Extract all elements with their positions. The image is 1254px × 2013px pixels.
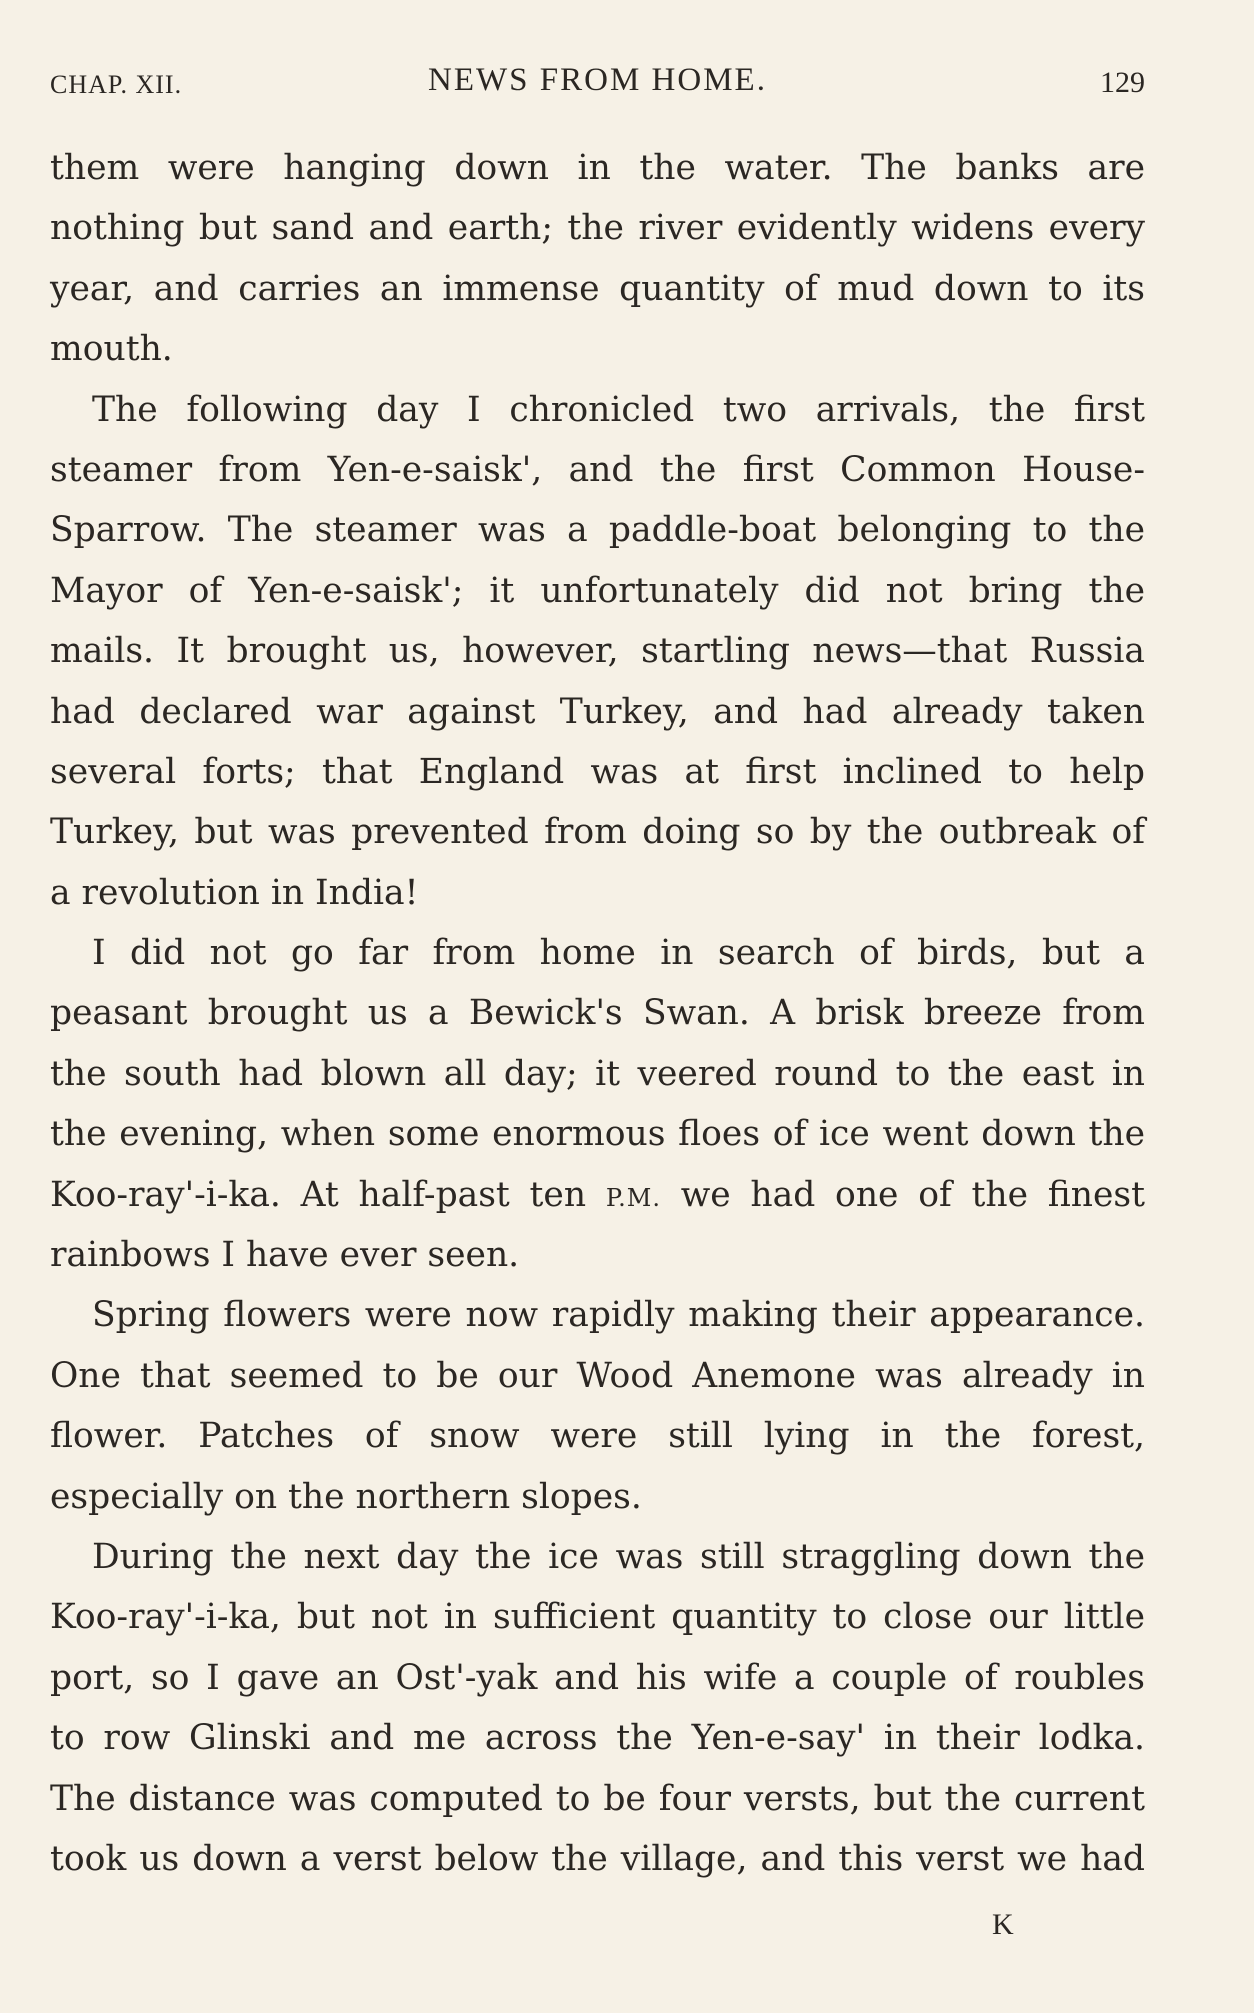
text-line: to row Glinski and me across the Yen-e-say' in their lodka.: [50, 1718, 1145, 1759]
time-abbreviation: P.M.: [605, 1183, 661, 1212]
text-line: The following day I chronicled two arrivals, the first: [92, 389, 1145, 430]
text-line: Turkey, but was prevented from doing so by the outbreak of: [50, 812, 1145, 853]
text-line: Koo-ray'-i-ka, but not in sufficient quantity to close our little: [50, 1597, 1145, 1638]
text-line: took us down a verst below the village, and this verst we had: [50, 1838, 1145, 1879]
text-line: port, so I gave an Ost'-yak and his wife a couple of roubles: [50, 1657, 1145, 1698]
page-number: 129: [1100, 66, 1145, 99]
text-line: them were hanging down in the water. The banks are: [50, 148, 1145, 188]
text-line: year, and carries an immense quantity of mud down to its: [50, 268, 1145, 309]
chapter-title: NEWS FROM HOME.: [428, 62, 767, 98]
text-line: One that seemed to be our Wood Anemone was already in: [50, 1355, 1145, 1396]
text-line: the evening, when some enormous floes of ice went down the: [50, 1114, 1145, 1155]
text-line: rainbows I have ever seen.: [50, 1235, 520, 1276]
text-line: mouth.: [50, 329, 173, 370]
body-text: [50, 138, 1145, 1889]
text-line: Mayor of Yen-e-saisk'; it unfortunately did not bring the: [50, 570, 1145, 611]
text-line: a revolution in India!: [50, 872, 419, 913]
text-line: The distance was computed to be four versts, but the current: [50, 1778, 1145, 1819]
text-line: nothing but sand and earth; the river evidently widens every: [50, 208, 1145, 249]
text-segment: we had one of the finest: [660, 1174, 1145, 1215]
text-line: During the next day the ice was still straggling down the: [92, 1536, 1145, 1577]
chapter-label: CHAP. XII.: [50, 70, 183, 99]
text-line: the south had blown all day; it veered round to the east in: [50, 1053, 1145, 1094]
text-line: steamer from Yen-e-saisk', and the first Common House-: [50, 449, 1145, 490]
text-line: Spring flowers were now rapidly making their appearance.: [92, 1295, 1145, 1336]
text-line: especially on the northern slopes.: [50, 1476, 642, 1517]
text-line: [50, 1165, 1145, 1225]
text-line: I did not go far from home in search of birds, but a: [92, 933, 1145, 974]
text-line: Sparrow. The steamer was a paddle-boat belonging to the: [50, 510, 1145, 551]
text-line: flower. Patches of snow were still lying in the forest,: [50, 1416, 1145, 1457]
book-page: [50, 58, 1145, 1941]
text-line: several forts; that England was at first inclined to help: [50, 751, 1145, 792]
text-line: mails. It brought us, however, startling news—that Russia: [50, 631, 1145, 672]
running-head: [50, 58, 1145, 118]
signature-mark: K: [992, 1908, 1014, 1941]
text-line: peasant brought us a Bewick's Swan. A brisk breeze from: [50, 993, 1145, 1034]
text-segment: Koo-ray'-i-ka. At half-past ten: [50, 1174, 606, 1215]
text-line: had declared war against Turkey, and had already taken: [50, 691, 1145, 732]
